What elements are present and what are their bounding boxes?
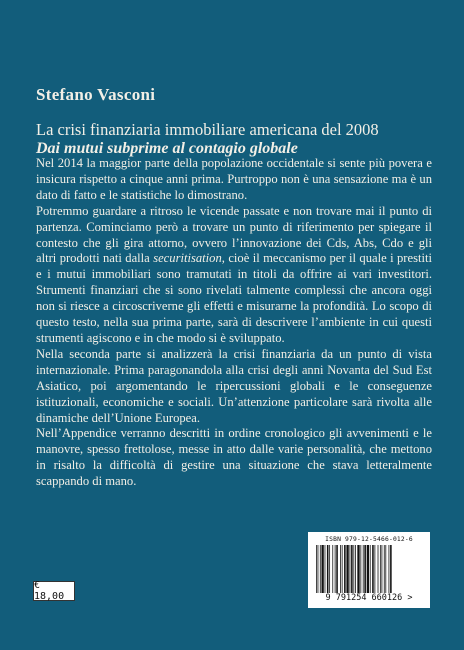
isbn-number: ISBN 979-12-5466-012-6 <box>325 536 413 543</box>
ean-number: 9 791254 660126 > <box>325 593 413 603</box>
synopsis-paragraph-1: Nel 2014 la maggior parte della popolazione occidentale si sente più povera e insicura rispetto a cinque anni prima. Purtroppo non è una sensazione ma è un dato di fatto e le statistiche lo dimostrano. <box>36 156 432 202</box>
synopsis-paragraph-4: Nell’Appendice verranno descritti in ordine cronologico gli avvenimenti e le manovre, spesso frettolose, messe in atto dalle varie personalità, che mettono in risalto la difficoltà di gestire una situazione che stava letteralmente scappando di mano. <box>36 426 432 489</box>
synopsis-paragraph-3: Nella seconda parte si analizzerà la crisi finanziaria da un punto di vista internazionale. Prima paragonandola alla crisi degli anni Novanta del Sud Est Asiatico, poi argomentando le ripercussioni globali e le conseguenze istituzionali, economiche e sociali. Un’attenzione particolare sarà rivolta alle dinamiche dell’Unione Europea. <box>36 346 432 425</box>
author-name: Stefano Vasconi <box>36 85 156 104</box>
synopsis-emphasis: securitisation <box>153 251 222 266</box>
synopsis-paragraph-2: Potremmo guardare a ritroso le vicende passate e non trovare mai il punto di partenza. Cominciamo però a trovare un punto di riferimento per spiegare il contesto che gli gira attorno, ovvero l’innovazione dei Cds, Abs, Cdo e gli altri prodotti nati dalla securitisation, cioè il meccanismo per il quale i prestiti e i mutui immobiliari sono tramutati in titoli da offrire ai vari investitori. Strumenti finanziari che si sono rivelati talmente complessi che ancora oggi non si riesce a circoscriverne gli effetti e misurarne la profondità. Lo scopo di questo testo, nella sua prima parte, sarà di descrivere l’ambiente in cui questi strumenti agiscono e in che modo si è sviluppato. <box>36 203 432 345</box>
price-sticker: € 18,00 <box>33 581 75 601</box>
barcode-graphic <box>316 545 422 593</box>
barcode-label <box>308 532 430 608</box>
synopsis <box>36 156 432 490</box>
book-title: La crisi finanziaria immobiliare americana del 2008 <box>36 120 379 139</box>
book-subtitle: Dai mutui subprime al contagio globale <box>36 140 298 157</box>
